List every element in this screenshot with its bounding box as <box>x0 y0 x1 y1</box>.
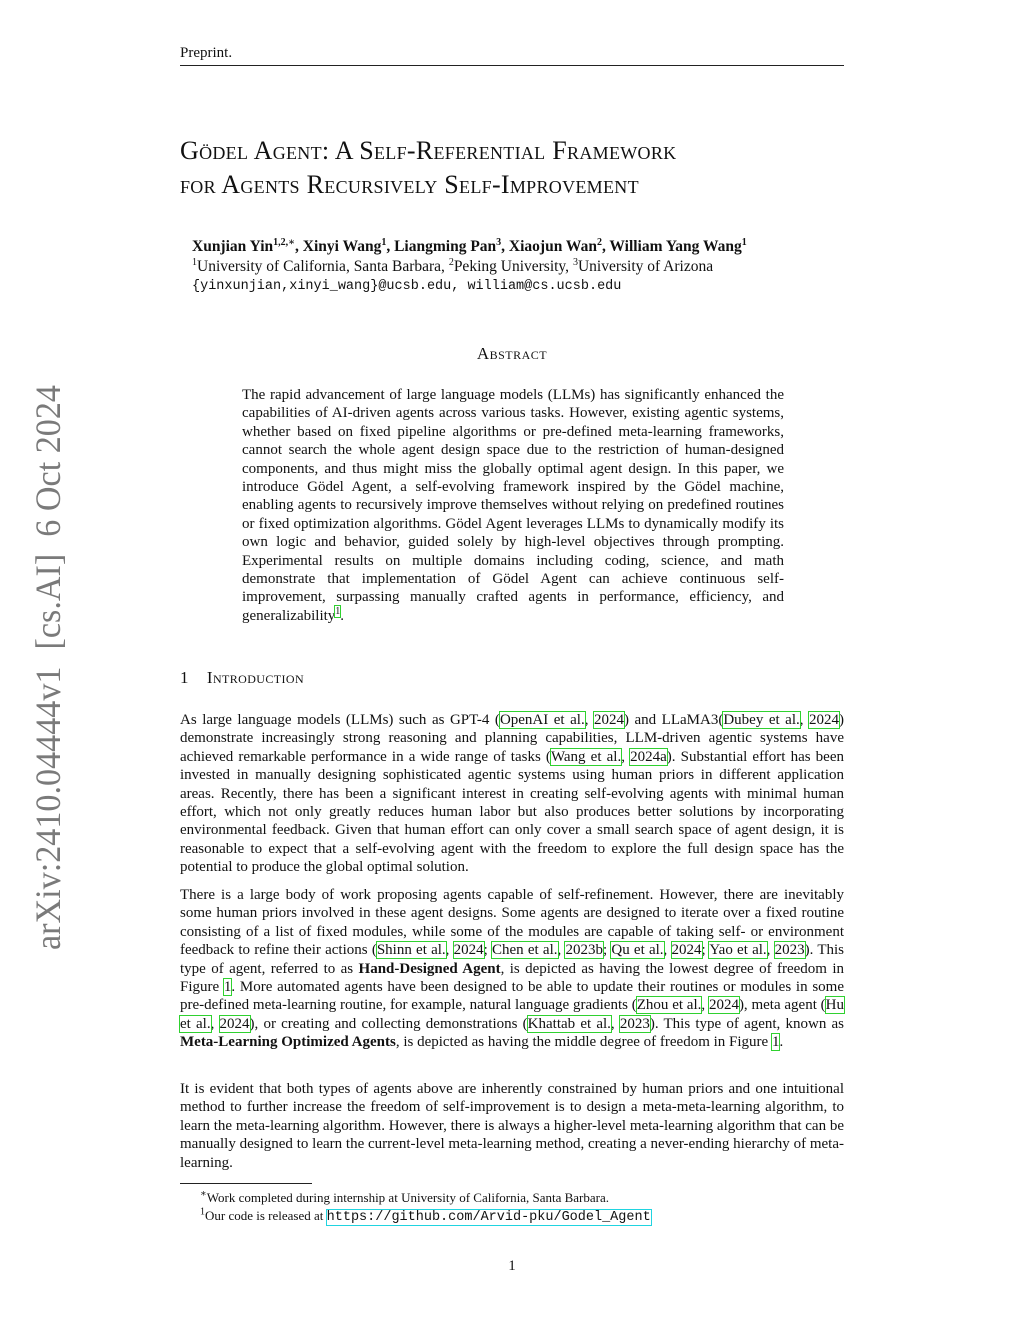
footnotes <box>200 1189 840 1227</box>
author-affiliation-mark: 1 <box>381 236 387 248</box>
citation-link[interactable]: Hu et al. <box>180 997 845 1032</box>
header-rule <box>180 65 844 66</box>
citation-link[interactable]: Dubey et al. <box>723 712 800 728</box>
intro-paragraph-2: There is a large body of work proposing agents capable of self-refinement. However, there are inevitably some human priors involved in these agent designs. Some agents are designed to iterate over a fixed routine consisting of a list of fixed modules, while some of the modules are capable of taking self- or environment feedback to refine their actions (Shinn et al., 2024; Chen et al., 2023b; Qu et al., 2024; Yao et al., 2023). This type of agent, referred to as Hand-Designed Agent, is depicted as having the lowest degree of freedom in Figure 1. More automated agents have been designed to be able to update their routines or modules in some pre-defined meta-learning routine, for example, natural language gradients (Zhou et al., 2024), meta agent (Hu et al., 2024), or creating and collecting demonstrations (Khattab et al., 2023). This type of agent, known as Meta-Learning Optimized Agents, is depicted as having the middle degree of freedom in Figure 1. <box>180 887 845 1051</box>
author-name: Xiaojun Wan <box>508 238 597 255</box>
citation-link[interactable]: Wang et al. <box>550 748 622 765</box>
code-repository-link[interactable]: https://github.com/Arvid-pku/Godel_Agent <box>326 1210 651 1225</box>
citation-link[interactable]: 2024 <box>671 942 702 959</box>
intro-paragraph-3: It is evident that both types of agents above are inherently constrained by human priors and one intuitional method to further increase the freedom of self-improvement is to design a meta-meta-learning algorithm, to learn the meta-learning algorithm. However, there is always a higher-level meta-learning algorithm that can be manually designed to learn the current-level meta-learning method, creating a never-ending hierarchy of meta-learning. <box>180 1081 844 1171</box>
term-meta-learning-optimized-agents: Meta-Learning Optimized Agents <box>180 1034 396 1051</box>
section-title: Introduction <box>206 668 305 687</box>
citation-link[interactable]: 2024 <box>708 997 739 1014</box>
author-affiliation-mark: 2 <box>596 236 602 248</box>
citation-link[interactable]: 2023b <box>565 942 603 959</box>
figure-link[interactable]: 1 <box>223 979 232 996</box>
affiliations: $^1$University of California, Santa Barbara, $^2$Peking University, $^3$University of Arizona <box>192 256 714 275</box>
title-line-1: Gödel Agent: A Self-Referential Framework <box>180 136 677 165</box>
citation-link[interactable]: OpenAI et al. <box>499 712 585 728</box>
figure-link[interactable]: 1 <box>771 1034 780 1051</box>
abstract-heading: Abstract <box>476 344 548 363</box>
citation-link[interactable]: Shinn et al. <box>376 942 446 959</box>
term-hand-designed-agent: Hand-Designed Agent <box>358 960 501 977</box>
arxiv-identifier-text: arXiv:2410.04444v1 [cs.AI] 6 Oct 2024 <box>28 380 68 950</box>
footnote-internship: ∗Work completed during internship at University of California, Santa Barbara. <box>200 1188 610 1205</box>
author-list: Xunjian Yin$^{1,2,∗}$, Xinyi Wang$^1$, Liangming Pan$^3$, Xiaojun Wan$^2$, William Yang Wang$^1$ <box>192 236 747 255</box>
citation-link[interactable]: 2023 <box>774 942 805 959</box>
section-number: 1 <box>180 668 189 687</box>
abstract-text: The rapid advancement of large language models (LLMs) has significantly enhanced the capabilities of AI-driven agents across various tasks. However, existing agentic systems, whether based on fixed pipeline algorithms or pre-defined meta-learning frameworks, cannot search the whole agent design space due to the restriction of human-designed components, and thus might miss the globally optimal agent design. In this paper, we introduce Gödel Agent, a self-evolving framework inspired by the Gödel machine, enabling agents to recursively improve themselves without relying on predefined routines or fixed optimization algorithms. Gödel Agent leverages LLMs to dynamically modify its own logic and behavior, guided solely by high-level objectives through prompting. Experimental results on multiple domains including coding, science, and math demonstrate that implementation of Gödel Agent can achieve continuous self-improvement, surpassing manually crafted agents in performance, efficiency, and generalizability$^1$. <box>242 387 784 624</box>
citation-link[interactable]: 2024 <box>593 712 624 728</box>
author-name: Liangming Pan <box>394 238 497 255</box>
citation-link[interactable]: 2023 <box>619 1015 650 1032</box>
author-affiliation-mark: 1,2,∗ <box>273 236 296 248</box>
citation-link[interactable]: Zhou et al. <box>636 997 702 1014</box>
footnote-code-release: $^1$Our code is released at https://github.com/Arvid-pku/Godel_Agent <box>200 1206 651 1225</box>
footnote-rule <box>180 1183 312 1184</box>
section-heading-introduction <box>180 668 304 688</box>
author-affiliation-mark: 1 <box>741 236 747 248</box>
title-line-2: for Agents Recursively Self-Improvement <box>180 170 639 199</box>
footnote-link[interactable]: 1 <box>335 605 341 617</box>
author-emails: {yinxunjian,xinyi_wang}@ucsb.edu, william@cs.ucsb.edu <box>192 279 622 294</box>
affiliation: University of California, Santa Barbara, <box>197 258 449 275</box>
author-affiliation-mark: 3 <box>496 236 502 248</box>
paper-title <box>180 134 850 202</box>
affiliation: University of Arizona <box>577 258 714 275</box>
citation-link[interactable]: 2024 <box>219 1015 250 1032</box>
author-name: William Yang Wang <box>609 238 742 255</box>
citation-link[interactable]: 2024 <box>809 712 840 728</box>
page-number: 1 <box>508 1258 516 1274</box>
citation-link[interactable]: 2024a <box>630 748 667 765</box>
citation-link[interactable]: Yao et al. <box>709 942 767 959</box>
citation-link[interactable]: Chen et al. <box>492 942 558 959</box>
affiliation: Peking University, <box>453 258 573 275</box>
author-name: Xunjian Yin <box>192 238 274 255</box>
citation-link[interactable]: 2024 <box>453 942 484 959</box>
citation-link[interactable]: Khattab et al. <box>527 1015 611 1032</box>
running-header: Preprint. <box>180 45 233 61</box>
citation-link[interactable]: Qu et al. <box>611 942 664 959</box>
author-block <box>192 237 832 297</box>
arxiv-identifier-stamp <box>16 380 74 955</box>
author-name: Xinyi Wang <box>302 238 382 255</box>
intro-paragraph-1: As large language models (LLMs) such as GPT-4 (OpenAI et al., 2024) and LLaMA3(Dubey et al., 2024) demonstrate increasingly strong reasoning and planning capabilities, LLM-driven agentic systems have achieved remarkable performance in a wide range of tasks (Wang et al., 2024a). Substantial effort has been invested in manually designing sophisticated agentic systems using human priors in different application areas. Recently, there has been a significant interest in creating self-evolving agents with minimal human effort, which not only greatly reduces human labor but also produces better solutions by incorporating environmental feedback. Given that human effort can only cover a small search space of agent design, it is reasonable to expect that a self-evolving agent with the freedom to explore the full design space has the potential to produce the global optimal solution. <box>180 712 845 876</box>
